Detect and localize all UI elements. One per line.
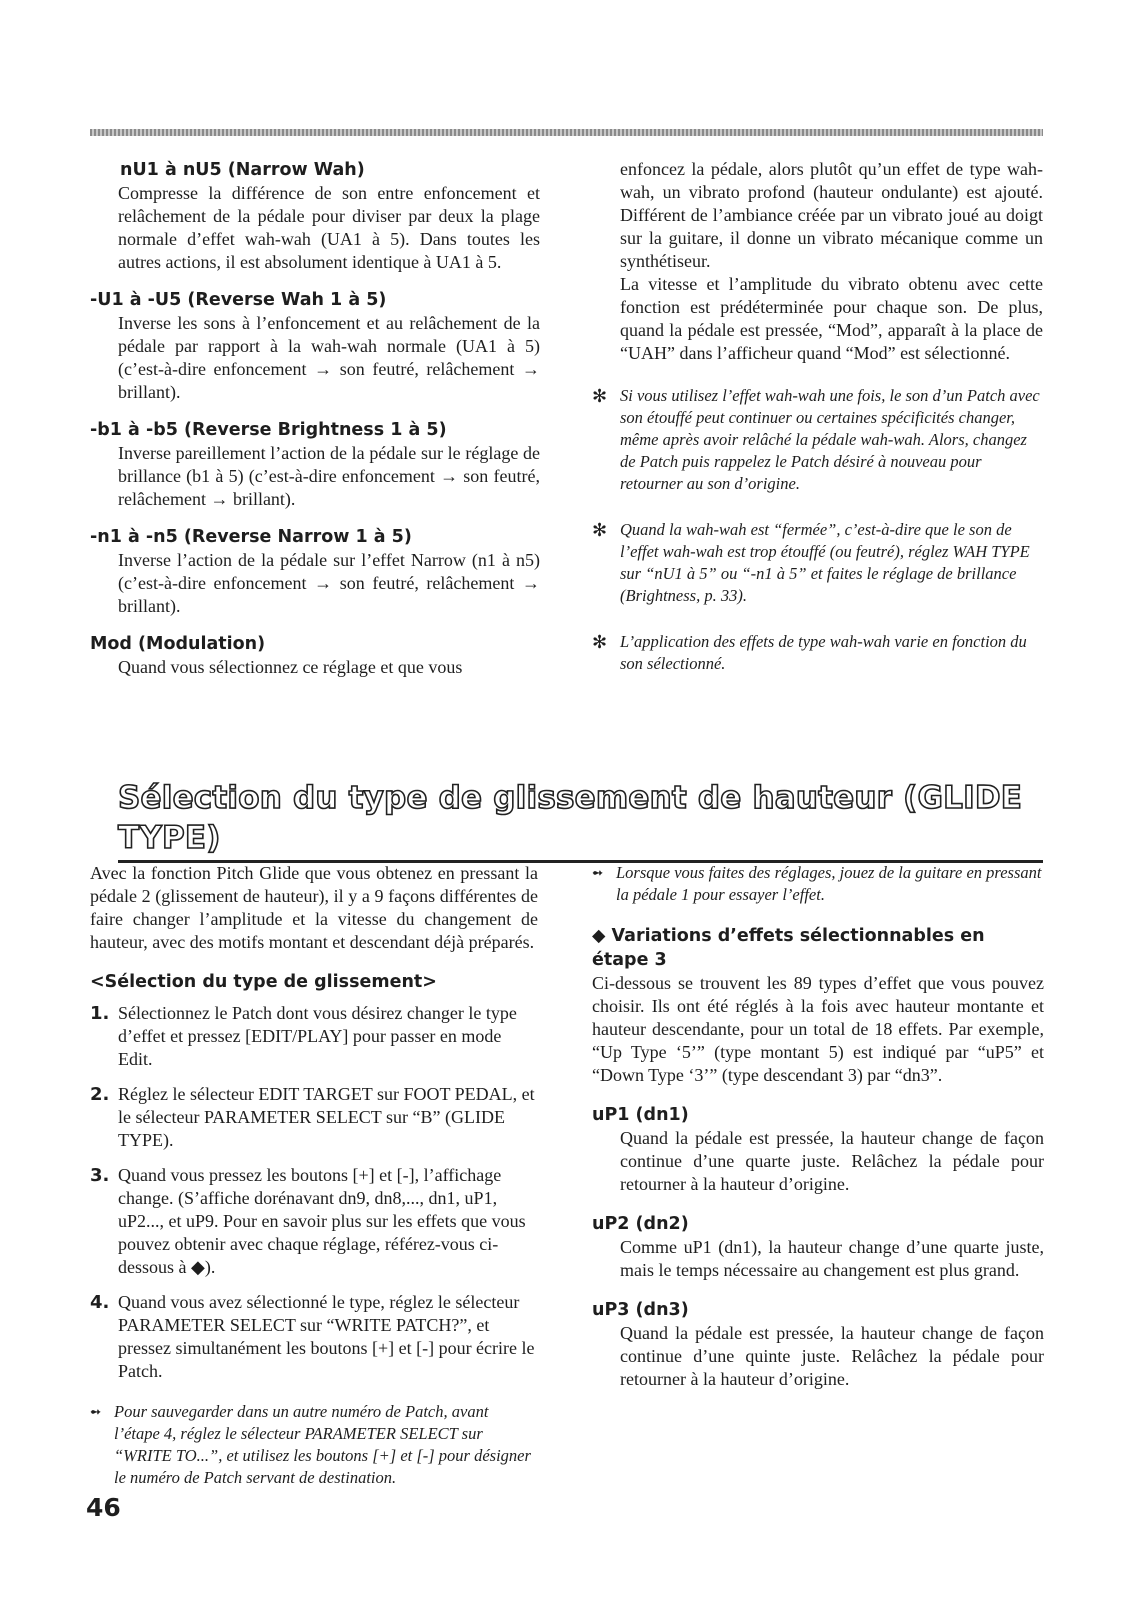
up3-heading: uP3 (dn3): [592, 1300, 689, 1320]
step-text: Quand vous avez sélectionné le type, réglez le sélecteur PARAMETER SELECT sur “WRITE PATCH?”, et pressez simultanément les boutons [+] et [-] pour écrire le Patch.: [118, 1292, 535, 1381]
header-rule: [90, 129, 1043, 136]
u-text: Inverse les sons à l’enfoncement et au relâchement de la pédale par rapport à la wah-wah normale (UA1 à 5) (c’est-à-dire enfoncement → son feutré, relâchement → brillant).: [118, 313, 540, 402]
tip-save: [90, 1401, 538, 1489]
tip-try-text: Lorsque vous faites des réglages, jouez de la guitare en pressant la pédale 1 pour essayer l’effet.: [616, 863, 1042, 904]
mod-heading: Mod (Modulation): [90, 634, 266, 654]
section-title: Sélection du type de glissement de hauteur (GLIDE TYPE): [118, 778, 1043, 863]
note-2-text: Quand la wah-wah est “fermée”, c’est-à-dire que le son de l’effet wah-wah est trop étouffé (ou feutré), réglez WAH TYPE sur “nU1 à 5” ou “-n1 à 5” et faites le réglage de brillance (Brightness, p. 33).: [620, 520, 1030, 605]
up1-text: Quand la pédale est pressée, la hauteur change de façon continue d’une quarte juste. Relâchez la pédale pour retourner à la hauteur d’origine.: [620, 1128, 1044, 1194]
mod-speed-text: La vitesse et l’amplitude du vibrato obtenu avec cette fonction est prédéterminée pour chaque son. De plus, quand la pédale est pressée, “Mod”, apparaît à la place de “UAH” dans l’afficheur quand “Mod” est sélectionné.: [620, 274, 1043, 363]
step-text: Réglez le sélecteur EDIT TARGET sur FOOT PEDAL, et le sélecteur PARAMETER SELECT sur “B” (GLIDE TYPE).: [118, 1084, 535, 1150]
mod-continued-text: enfoncez la pédale, alors plutôt qu’un effet de type wah-wah, un vibrato profond (hauteur ondulante) est ajouté. Différent de l’ambiance créée par un vibrato joué au doigt sur la guitare, il donne un vibrato mécanique comme un synthétiseur.: [620, 159, 1043, 271]
left-bottom-column: [90, 862, 538, 1489]
asterisk-icon: ✻: [592, 520, 608, 540]
note-1-text: Si vous utilisez l’effet wah-wah une fois, le son d’un Patch avec son étouffé peut continuer ou certaines spécificités changer, même après avoir relâché la pédale wah-wah. Alors, changez de Patch puis rappelez le Patch désiré à nouveau pour retourner au son d’origine.: [620, 386, 1040, 493]
subheading: <Sélection du type de glissement>: [90, 972, 437, 992]
arrow-icon: ➻: [592, 865, 603, 880]
step-number: 4.: [90, 1292, 110, 1313]
step-text: Sélectionnez le Patch dont vous désirez changer le type d’effet et pressez [EDIT/PLAY] pour passer en mode Edit.: [118, 1003, 517, 1069]
n-text: Inverse l’action de la pédale sur l’effet Narrow (n1 à n5) (c’est-à-dire enfoncement → son feutré, relâchement → brillant).: [118, 550, 540, 616]
step-4: [90, 1291, 538, 1383]
note-3: [592, 631, 1043, 675]
b-text: Inverse pareillement l’action de la pédale sur le réglage de brillance (b1 à 5) (c’est-à-dire enfoncement → son feutré, relâchement → brillant).: [118, 443, 540, 509]
variations-heading: ◆ Variations d’effets sélectionnables en étape 3: [592, 926, 985, 970]
nu-heading: nU1 à nU5 (Narrow Wah): [120, 160, 365, 180]
b-heading: -b1 à -b5 (Reverse Brightness 1 à 5): [90, 420, 447, 440]
right-top-column: [592, 158, 1043, 675]
arrow-icon: ➻: [90, 1404, 101, 1419]
up3-text: Quand la pédale est pressée, la hauteur change de façon continue d’une quinte juste. Relâchez la pédale pour retourner à la hauteur d’origine.: [620, 1323, 1044, 1389]
tip-try: [592, 862, 1044, 906]
step-text: Quand vous pressez les boutons [+] et [-], l’affichage change. (S’affiche dorénavant dn9, dn8,..., dn1, uP1, uP2..., et uP9. Pour en savoir plus sur les effets que vous pouvez obtenir avec chaque réglage, référez-vous ci-dessous à ◆).: [118, 1165, 526, 1277]
variations-text: Ci-dessous se trouvent les 89 types d’effet que vous pouvez choisir. Ils ont été réglés à la fois avec hauteur montante et hauteur descendante, pour un total de 18 effets. Par exemple, “Up Type ‘5’” (type montant 5) est indiqué par “uP5” et “Down Type ‘3’” (type descendant 3) par “dn3”.: [592, 973, 1044, 1085]
note-1: [592, 385, 1043, 495]
step-2: [90, 1083, 538, 1152]
note-3-text: L’application des effets de type wah-wah varie en fonction du son sélectionné.: [620, 632, 1027, 673]
n-heading: -n1 à -n5 (Reverse Narrow 1 à 5): [90, 527, 412, 547]
steps-list: [90, 1002, 538, 1383]
asterisk-icon: ✻: [592, 386, 608, 406]
u-heading: -U1 à -U5 (Reverse Wah 1 à 5): [90, 290, 387, 310]
step-3: [90, 1164, 538, 1279]
up1-heading: uP1 (dn1): [592, 1105, 689, 1125]
step-number: 2.: [90, 1084, 110, 1105]
right-bottom-column: [592, 862, 1044, 1391]
intro-text: Avec la fonction Pitch Glide que vous obtenez en pressant la pédale 2 (glissement de hauteur), il y a 9 façons différentes de faire changer l’amplitude et la vitesse du changement de hauteur, avec des motifs montant et descendant déjà préparés.: [90, 863, 538, 952]
up2-heading: uP2 (dn2): [592, 1214, 689, 1234]
step-number: 1.: [90, 1003, 110, 1024]
asterisk-icon: ✻: [592, 632, 608, 652]
page-number: 46: [86, 1493, 121, 1522]
step-number: 3.: [90, 1165, 110, 1186]
mod-text: Quand vous sélectionnez ce réglage et que vous: [118, 657, 463, 677]
nu-text: Compresse la différence de son entre enfoncement et relâchement de la pédale pour diviser par deux la plage normale d’effet wah-wah (UA1 à 5). Dans toutes les autres actions, il est absolument identique à UA1 à 5.: [118, 183, 540, 272]
left-top-column: [90, 158, 540, 679]
up2-text: Comme uP1 (dn1), la hauteur change d’une quarte juste, mais le temps nécessaire au changement est plus grand.: [620, 1237, 1044, 1280]
tip-save-text: Pour sauvegarder dans un autre numéro de Patch, avant l’étape 4, réglez le sélecteur PARAMETER SELECT sur “WRITE TO...”, et utilisez les boutons [+] et [-] pour désigner le numéro de Patch servant de destination.: [114, 1402, 531, 1487]
note-2: [592, 519, 1043, 607]
step-1: [90, 1002, 538, 1071]
